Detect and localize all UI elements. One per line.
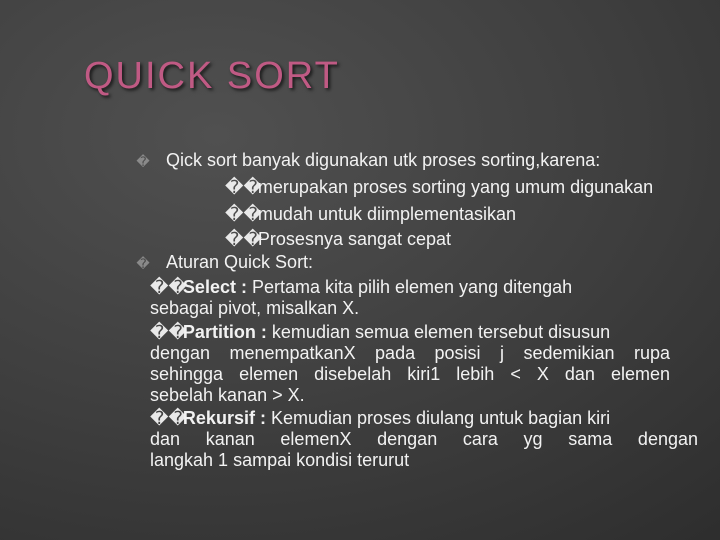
bullet-marker: � (136, 256, 150, 271)
rule-text: Pertama kita pilih elemen yang ditengah (246, 277, 573, 297)
rule-select (150, 277, 670, 319)
sub-bullet-marker: �� (150, 277, 187, 297)
sub-bullet-marker: �� (150, 408, 187, 428)
slide-title: QUICK SORT (84, 55, 340, 97)
sub-item-text: mudah untuk diimplementasikan (257, 204, 517, 224)
sub-bullet-marker: �� (225, 229, 262, 249)
sub-item-text: merupakan proses sorting yang umum digunakan (257, 177, 654, 197)
sub-item-3 (225, 229, 451, 250)
rule-text: Kemudian proses diulang untuk bagian kiri (265, 408, 611, 428)
rule-text: dan kanan elemenX dengan cara yg sama dengan (150, 429, 698, 449)
rule-label-partition: Partition : (182, 322, 267, 342)
rule-partition (150, 322, 670, 406)
rule-rekursif (150, 408, 698, 471)
sub-bullet-marker: �� (150, 322, 187, 342)
sub-item-2 (225, 204, 516, 225)
rule-text: kemudian semua elemen tersebut disusun (266, 322, 611, 342)
sub-bullet-marker: �� (225, 177, 262, 197)
rule-label-select: Select : (182, 277, 247, 297)
sub-item-text: Prosesnya sangat cepat (257, 229, 452, 249)
rule-text: sebelah kanan > X. (150, 385, 305, 405)
bullet-text-item1: Qick sort banyak digunakan utk proses sorting,karena: (166, 150, 601, 170)
sub-bullet-marker: �� (225, 204, 262, 224)
bullet-text-item2: Aturan Quick Sort: (166, 252, 314, 272)
rule-text: sehingga elemen disebelah kiri1 lebih < X dan elemen (150, 364, 670, 384)
rule-text: dengan menempatkanX pada posisi j sedemikian rupa (150, 343, 670, 363)
bullet-marker: � (136, 154, 150, 169)
rule-text: sebagai pivot, misalkan X. (150, 298, 360, 318)
rule-label-rekursif: Rekursif : (182, 408, 266, 428)
rule-text: langkah 1 sampai kondisi terurut (150, 450, 410, 470)
sub-item-1 (225, 177, 653, 198)
